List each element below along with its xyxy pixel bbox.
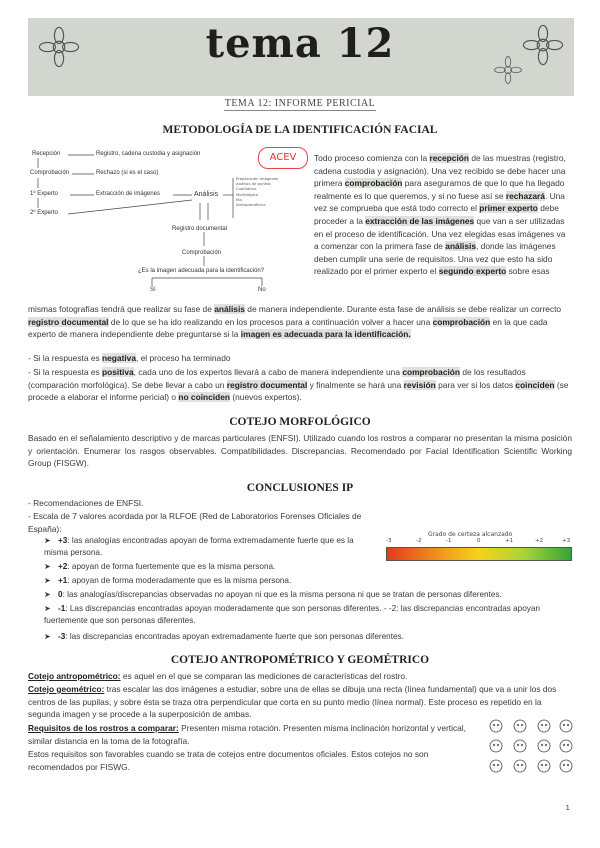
page-subtitle: TEMA 12: INFORME PERICIAL: [224, 98, 376, 109]
flow-experto-1: 1º Experto: [30, 191, 58, 197]
paragraph-antropometrico: Cotejo antropométrico: es aquel en el que se comparan las mediciones de características del rostro.: [28, 671, 408, 681]
faces-comparison-illustration: [484, 716, 574, 778]
scale-item: ➤ +1: apoyan de forma moderadamente que es la misma persona.: [44, 576, 292, 585]
conclusiones-line-1: - Recomendaciones de ENFSI.: [28, 498, 144, 508]
flow-comprobacion-2: Comprobación: [182, 250, 222, 256]
subtitle-underline: [224, 110, 376, 111]
flow-recepcion: Recepción: [32, 151, 61, 157]
paragraph-analisis: mismas fotografías tendrá que realizar su fase de análisis de manera independiente. Durante esta fase de análisis se debe realizar un correcto registro documental de lo que se ha ido realizando en los procesos para a continuación volver a hacer una comprobación en la que cada experto de manera independiente debe preguntarse si la imagen es adecuada para la identificación.: [28, 304, 562, 340]
certainty-scale-bar: [386, 547, 572, 561]
scale-tick: -1: [446, 538, 452, 544]
scale-tick: +2: [535, 538, 544, 544]
scale-item: ➤ -1: Las discrepancias encontradas apoyan moderadamente que son personas diferentes. - -2: las discrepancias encontradas apoyan fuertemente que son personas diferentes.: [44, 604, 540, 626]
flow-pregunta: ¿Es la imagen adecuada para la identificación?: [138, 268, 265, 274]
scale-tick: +3: [562, 538, 571, 544]
scale-item: ➤ +3: las analogías encontradas apoyan de forma extremadamente fuerte que es la misma persona.: [44, 536, 354, 558]
flow-recepcion-desc: Registro, cadena custodia y asignación: [96, 151, 201, 157]
paragraph-positiva: - Si la respuesta es positiva, cada uno de los expertos llevará a cabo de manera independiente una comprobación de los resultados (comparación morfológica). Se debe llevar a cabo un registro documental y finalmente se hará una revisión para ver si los datos coinciden (se procede a elaborar el informe pericial) o no coinciden (nuevos expertos).: [28, 367, 569, 403]
paragraph-intro: Todo proceso comienza con la recepción de las muestras (registro, cadena custodia y asignación). Una vez recibido se debe hacer una primera comprobación para asegurarnos de que lo que ha llegado realmente es lo que queremos, y si no fuese así se rechazará. Una vez se comprueba que está todo correcto el primer experto debe proceder a la extracción de las imágenes que van a ser utilizadas en el proceso de identificación. Una vez elegidas esas imágenes va a comenzar con la primera fase de análisis, donde las imágenes deben cumplir una serie de requisitos. Una vez que esto ha sido realizado por el primer experto el segundo experto sobre esas: [314, 153, 566, 277]
scale-tick: +1: [505, 538, 514, 544]
scale-item: ➤ -3: las discrepancias encontradas apoyan extremadamente fuerte que son personas diferentes.: [44, 632, 404, 641]
section-heading-cotejo-morfologico: COTEJO MORFOLÓGICO: [229, 416, 371, 428]
scale-item: ➤ 0: las analogías/discrepancias observadas no apoyan ni que es la misma persona ni que se tratan de personas diferentes.: [44, 590, 502, 599]
flow-si: Sí: [150, 287, 156, 293]
flow-comprobacion-desc: Rechazo (si es el caso): [96, 170, 159, 176]
scale-tick: 0: [477, 538, 481, 544]
paragraph-recomendacion: Estos requisitos son favorables cuando se trata de cotejos entre documentos oficiales. Estos cotejos no son recomendados por FISWG.: [28, 749, 429, 772]
acev-badge: ACEV: [258, 147, 308, 169]
paragraph-cotejo-morfologico: Basado en el señalamiento descriptivo y de marcas particulares (ENFSI). Utilizado cuando los rostros a comparar no presentan la misma posición y orientación. Enumerar los rasgos observables. Compatibilidades. Discrepancias. Recomendado por Facial Identification Scientific Working Group (FISGW).: [28, 433, 572, 469]
scale-tick: -2: [416, 538, 422, 544]
flow-analisis: Análisis: [194, 191, 219, 198]
page-title: tema 12: [205, 20, 395, 67]
scale-tick: -3: [386, 538, 392, 544]
flow-extraccion: Extracción de imágenes: [96, 191, 161, 197]
paragraph-requisitos: Requisitos de los rostros a comparar: Presenten misma rotación. Presenten misma inclinación horizontal y vertical, similar distancia en la toma de la fotografía.: [28, 723, 466, 746]
paragraph-geometrico: Cotejo geométrico: tras escalar las dos imágenes a estudiar, sobre una de ellas se dibuja una recta (línea fundamental) que va a unir los dos centros de las pupilas, y sobre ésta se traza otra perpendicular que corta en su punto medio (línea normal). Este proceso es repetido en la segunda imagen y se procede a la superposición de ambas.: [28, 684, 557, 720]
flow-registro-documental: Registro documental: [172, 226, 228, 232]
scale-item: ➤ +2: apoyan de forma fuertemente que es la misma persona.: [44, 562, 276, 571]
paragraph-negativa: - Si la respuesta es negativa, el proceso ha terminado: [28, 353, 231, 363]
scale-title: Grado de certeza alcanzado: [428, 531, 513, 538]
flow-experto-2: 2º Experto: [30, 210, 58, 216]
page-number: 1: [565, 804, 570, 812]
section-heading-cotejo-antropometrico: COTEJO ANTROPOMÉTRICO Y GEOMÉTRICO: [170, 654, 430, 666]
conclusiones-line-2: - Escala de 7 valores acordada por la RLFOE (Red de Laboratorios Forenses Oficiales de España):: [28, 511, 362, 534]
flow-no: No: [258, 287, 266, 293]
section-heading-conclusiones: CONCLUSIONES IP: [246, 482, 354, 494]
flow-comprobacion: Comprobación: [30, 170, 70, 176]
flow-analisis-items: Preparación imágenes Análisis de puntos Cualitativo Morfológico Etc. Antropométrico: [236, 176, 279, 208]
section-heading-metodologia: METODOLOGÍA DE LA IDENTIFICACIÓN FACIAL: [162, 124, 438, 136]
